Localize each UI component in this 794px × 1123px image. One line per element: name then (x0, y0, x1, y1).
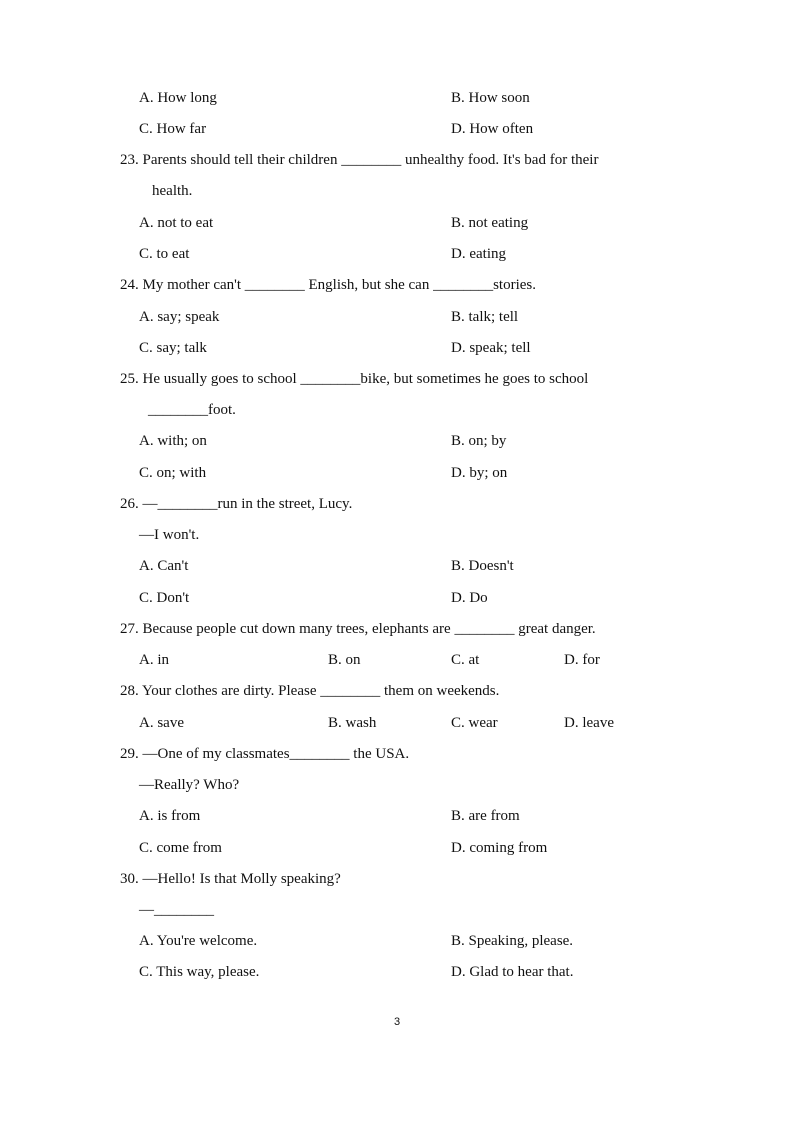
q29-options-row-1 (0, 805, 794, 827)
q23-option-b: B. not eating (451, 215, 529, 231)
q30-option-a: A. You're welcome. (139, 933, 258, 949)
q28-option-a: A. save (139, 715, 184, 731)
q27-option-a: A. in (139, 652, 169, 668)
q29-stem-line-1 (0, 743, 794, 765)
q29-stem: 29. —One of my classmates________ the USA. (120, 746, 410, 762)
q23-option-a: A. not to eat (139, 215, 214, 231)
q29-options-row-2 (0, 837, 794, 859)
q23-stem-line-1 (0, 149, 794, 171)
q23-option-d: D. eating (451, 246, 506, 262)
q24-options-row-1 (0, 306, 794, 328)
q22-option-d: D. How often (451, 121, 534, 137)
q24-option-c: C. say; talk (139, 340, 207, 356)
q30-stem-line-1 (0, 868, 794, 890)
q27-stem: 27. Because people cut down many trees, elephants are ________ great danger. (120, 621, 596, 637)
q29-stem-line-2 (0, 774, 794, 796)
q24-options-row-2 (0, 337, 794, 359)
q26-option-a: A. Can't (139, 558, 189, 574)
q26-stem: 26. —________run in the street, Lucy. (120, 496, 353, 512)
q30-stem-line-2 (0, 899, 794, 921)
q23-options-row-2 (0, 243, 794, 265)
q25-option-b: B. on; by (451, 433, 507, 449)
q27-stem-line-1 (0, 618, 794, 640)
q27-option-b: B. on (328, 652, 361, 668)
q28-stem-line-1 (0, 680, 794, 702)
q24-option-d: D. speak; tell (451, 340, 531, 356)
q28-options-row (0, 712, 794, 734)
q26-option-b: B. Doesn't (451, 558, 514, 574)
q25-stem-line-2 (0, 399, 794, 421)
q25-option-d: D. by; on (451, 465, 508, 481)
q28-stem: 28. Your clothes are dirty. Please ________ them on weekends. (120, 683, 500, 699)
q26-options-row-2 (0, 587, 794, 609)
q30-reply-blank: —________ (139, 902, 214, 918)
q22-option-a: A. How long (139, 90, 217, 106)
q22-options-row-1 (0, 87, 794, 109)
q29-option-a: A. is from (139, 808, 201, 824)
q23-stem-continuation: health. (152, 183, 193, 199)
q26-option-c: C. Don't (139, 590, 190, 606)
q26-reply: —I won't. (139, 527, 200, 543)
q30-option-b: B. Speaking, please. (451, 933, 574, 949)
q24-option-a: A. say; speak (139, 309, 220, 325)
q27-option-d: D. for (564, 652, 600, 668)
q28-option-b: B. wash (328, 715, 377, 731)
q22-option-b: B. How soon (451, 90, 530, 106)
q25-stem: 25. He usually goes to school ________bike, but sometimes he goes to school (120, 371, 589, 387)
q24-option-b: B. talk; tell (451, 309, 519, 325)
q28-option-c: C. wear (451, 715, 498, 731)
page-number: 3 (393, 1016, 401, 1028)
q30-options-row-2 (0, 961, 794, 983)
q25-option-c: C. on; with (139, 465, 207, 481)
q23-stem-line-2 (0, 180, 794, 202)
q30-option-d: D. Glad to hear that. (451, 964, 574, 980)
q25-stem-continuation: ________foot. (148, 402, 236, 418)
q23-stem: 23. Parents should tell their children ________ unhealthy food. It's bad for their (120, 152, 599, 168)
q23-options-row-1 (0, 212, 794, 234)
q26-option-d: D. Do (451, 590, 488, 606)
q25-options-row-2 (0, 462, 794, 484)
q25-options-row-1 (0, 430, 794, 452)
q22-options-row-2 (0, 118, 794, 140)
q30-option-c: C. This way, please. (139, 964, 260, 980)
q25-stem-line-1 (0, 368, 794, 390)
q23-option-c: C. to eat (139, 246, 190, 262)
q26-options-row-1 (0, 555, 794, 577)
q26-stem-line-2 (0, 524, 794, 546)
q29-option-c: C. come from (139, 840, 222, 856)
q30-options-row-1 (0, 930, 794, 952)
q24-stem-line-1 (0, 274, 794, 296)
q27-option-c: C. at (451, 652, 480, 668)
q27-options-row (0, 649, 794, 671)
q29-reply: —Really? Who? (139, 777, 240, 793)
q22-option-c: C. How far (139, 121, 207, 137)
q30-stem: 30. —Hello! Is that Molly speaking? (120, 871, 341, 887)
q29-option-b: B. are from (451, 808, 520, 824)
q24-stem: 24. My mother can't ________ English, but she can ________stories. (120, 277, 536, 293)
q26-stem-line-1 (0, 493, 794, 515)
q29-option-d: D. coming from (451, 840, 548, 856)
q25-option-a: A. with; on (139, 433, 207, 449)
q28-option-d: D. leave (564, 715, 614, 731)
